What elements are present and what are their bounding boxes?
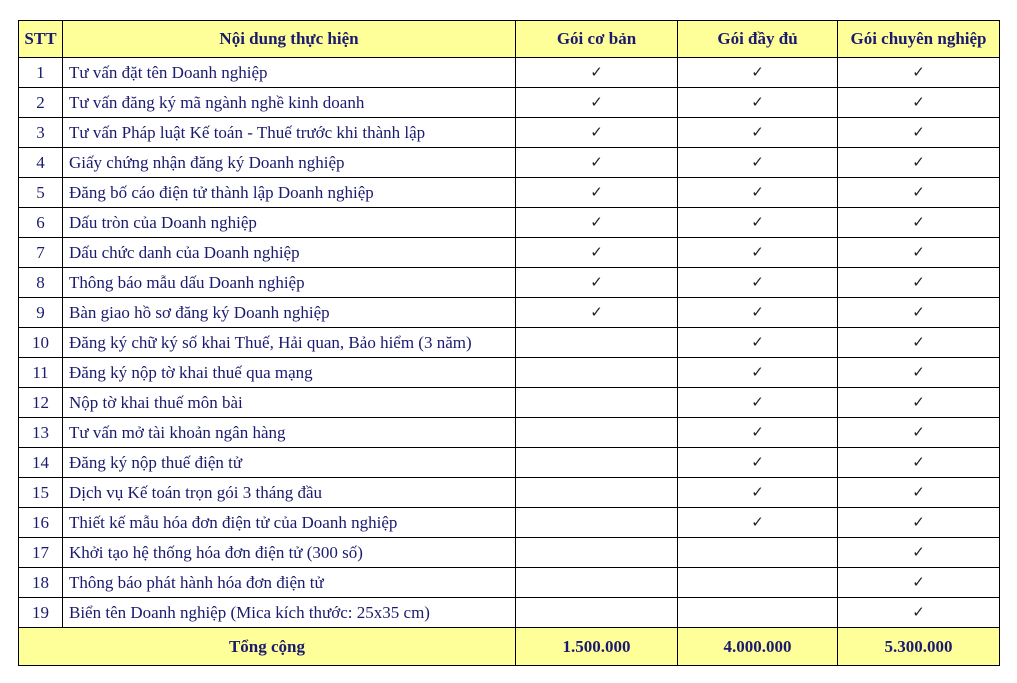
check-icon: ✓ (912, 303, 925, 321)
check-icon: ✓ (751, 483, 764, 501)
row-content: Khởi tạo hệ thống hóa đơn điện tử (300 số) (63, 538, 516, 568)
check-icon: ✓ (912, 363, 925, 381)
row-content: Biển tên Doanh nghiệp (Mica kích thước: 25x35 cm) (63, 598, 516, 628)
row-basic-cell (516, 58, 678, 88)
check-icon: ✓ (751, 273, 764, 291)
table-row (19, 568, 1000, 598)
total-row (19, 628, 1000, 666)
check-icon: ✓ (590, 303, 603, 321)
row-basic-cell (516, 448, 678, 478)
row-basic-cell (516, 328, 678, 358)
table-row (19, 598, 1000, 628)
row-pro-cell (838, 178, 1000, 208)
row-stt: 13 (19, 418, 63, 448)
row-basic-cell (516, 208, 678, 238)
table-row (19, 88, 1000, 118)
row-stt: 18 (19, 568, 63, 598)
check-icon: ✓ (912, 513, 925, 531)
row-content: Dấu tròn của Doanh nghiệp (63, 208, 516, 238)
check-icon: ✓ (751, 393, 764, 411)
row-basic-cell (516, 358, 678, 388)
row-full-cell (678, 568, 838, 598)
table-row (19, 58, 1000, 88)
check-icon: ✓ (912, 213, 925, 231)
table-row (19, 148, 1000, 178)
check-icon: ✓ (912, 483, 925, 501)
row-content: Dấu chức danh của Doanh nghiệp (63, 238, 516, 268)
check-icon: ✓ (751, 213, 764, 231)
row-content: Tư vấn mở tài khoản ngân hàng (63, 418, 516, 448)
row-content: Tư vấn Pháp luật Kế toán - Thuế trước khi thành lập (63, 118, 516, 148)
table-row (19, 418, 1000, 448)
check-icon: ✓ (751, 243, 764, 261)
row-pro-cell (838, 508, 1000, 538)
row-pro-cell (838, 598, 1000, 628)
check-icon: ✓ (590, 123, 603, 141)
row-full-cell (678, 448, 838, 478)
row-pro-cell (838, 448, 1000, 478)
row-full-cell (678, 88, 838, 118)
table-row (19, 328, 1000, 358)
table-row (19, 238, 1000, 268)
header-pro-package: Gói chuyên nghiệp (838, 21, 1000, 58)
row-basic-cell (516, 118, 678, 148)
check-icon: ✓ (912, 123, 925, 141)
table-row (19, 118, 1000, 148)
row-full-cell (678, 118, 838, 148)
row-full-cell (678, 268, 838, 298)
check-icon: ✓ (751, 63, 764, 81)
row-pro-cell (838, 58, 1000, 88)
row-content: Đăng ký nộp thuế điện tử (63, 448, 516, 478)
row-stt: 19 (19, 598, 63, 628)
row-pro-cell (838, 298, 1000, 328)
header-full-package: Gói đầy đủ (678, 21, 838, 58)
row-basic-cell (516, 238, 678, 268)
row-stt: 3 (19, 118, 63, 148)
check-icon: ✓ (912, 543, 925, 561)
row-stt: 14 (19, 448, 63, 478)
table-row (19, 298, 1000, 328)
check-icon: ✓ (912, 243, 925, 261)
row-pro-cell (838, 238, 1000, 268)
row-basic-cell (516, 418, 678, 448)
row-full-cell (678, 538, 838, 568)
check-icon: ✓ (590, 183, 603, 201)
row-full-cell (678, 478, 838, 508)
row-basic-cell (516, 178, 678, 208)
table-row (19, 538, 1000, 568)
check-icon: ✓ (912, 603, 925, 621)
row-pro-cell (838, 88, 1000, 118)
row-full-cell (678, 178, 838, 208)
table-row (19, 508, 1000, 538)
check-icon: ✓ (912, 333, 925, 351)
check-icon: ✓ (590, 153, 603, 171)
check-icon: ✓ (912, 453, 925, 471)
check-icon: ✓ (751, 93, 764, 111)
check-icon: ✓ (751, 333, 764, 351)
row-basic-cell (516, 88, 678, 118)
row-stt: 10 (19, 328, 63, 358)
row-full-cell (678, 298, 838, 328)
row-stt: 4 (19, 148, 63, 178)
row-stt: 1 (19, 58, 63, 88)
check-icon: ✓ (912, 153, 925, 171)
row-full-cell (678, 598, 838, 628)
row-basic-cell (516, 538, 678, 568)
table-row (19, 358, 1000, 388)
row-pro-cell (838, 328, 1000, 358)
total-pro: 5.300.000 (838, 628, 1000, 666)
check-icon: ✓ (751, 363, 764, 381)
check-icon: ✓ (590, 63, 603, 81)
check-icon: ✓ (912, 63, 925, 81)
row-pro-cell (838, 118, 1000, 148)
row-full-cell (678, 358, 838, 388)
row-stt: 6 (19, 208, 63, 238)
row-full-cell (678, 388, 838, 418)
table-row (19, 388, 1000, 418)
row-pro-cell (838, 538, 1000, 568)
row-full-cell (678, 418, 838, 448)
check-icon: ✓ (751, 183, 764, 201)
row-stt: 7 (19, 238, 63, 268)
row-basic-cell (516, 148, 678, 178)
row-stt: 12 (19, 388, 63, 418)
check-icon: ✓ (590, 93, 603, 111)
row-full-cell (678, 328, 838, 358)
row-full-cell (678, 208, 838, 238)
table-row (19, 268, 1000, 298)
row-content: Dịch vụ Kế toán trọn gói 3 tháng đầu (63, 478, 516, 508)
row-pro-cell (838, 418, 1000, 448)
row-content: Nộp tờ khai thuế môn bài (63, 388, 516, 418)
check-icon: ✓ (912, 273, 925, 291)
check-icon: ✓ (912, 183, 925, 201)
row-pro-cell (838, 388, 1000, 418)
header-stt: STT (19, 21, 63, 58)
row-content: Thiết kế mẫu hóa đơn điện tử của Doanh nghiệp (63, 508, 516, 538)
row-basic-cell (516, 598, 678, 628)
header-content: Nội dung thực hiện (63, 21, 516, 58)
row-full-cell (678, 58, 838, 88)
row-content: Đăng ký nộp tờ khai thuế qua mạng (63, 358, 516, 388)
row-content: Tư vấn đăng ký mã ngành nghề kinh doanh (63, 88, 516, 118)
row-content: Đăng ký chữ ký số khai Thuế, Hải quan, Bảo hiểm (3 năm) (63, 328, 516, 358)
check-icon: ✓ (912, 393, 925, 411)
row-stt: 2 (19, 88, 63, 118)
check-icon: ✓ (590, 213, 603, 231)
row-pro-cell (838, 148, 1000, 178)
row-stt: 16 (19, 508, 63, 538)
row-basic-cell (516, 388, 678, 418)
check-icon: ✓ (590, 273, 603, 291)
header-basic-package: Gói cơ bản (516, 21, 678, 58)
check-icon: ✓ (912, 423, 925, 441)
check-icon: ✓ (590, 243, 603, 261)
row-content: Giấy chứng nhận đăng ký Doanh nghiệp (63, 148, 516, 178)
table-row (19, 208, 1000, 238)
row-content: Đăng bố cáo điện tử thành lập Doanh nghiệp (63, 178, 516, 208)
check-icon: ✓ (751, 123, 764, 141)
row-basic-cell (516, 478, 678, 508)
total-full: 4.000.000 (678, 628, 838, 666)
row-full-cell (678, 508, 838, 538)
row-basic-cell (516, 268, 678, 298)
row-pro-cell (838, 478, 1000, 508)
check-icon: ✓ (751, 153, 764, 171)
table-body (19, 58, 1000, 628)
check-icon: ✓ (912, 93, 925, 111)
row-stt: 5 (19, 178, 63, 208)
check-icon: ✓ (751, 423, 764, 441)
row-stt: 11 (19, 358, 63, 388)
total-label: Tổng cộng (19, 628, 516, 666)
row-pro-cell (838, 568, 1000, 598)
check-icon: ✓ (751, 453, 764, 471)
check-icon: ✓ (912, 573, 925, 591)
total-basic: 1.500.000 (516, 628, 678, 666)
table-row (19, 178, 1000, 208)
row-content: Thông báo mẫu dấu Doanh nghiệp (63, 268, 516, 298)
row-content: Bàn giao hồ sơ đăng ký Doanh nghiệp (63, 298, 516, 328)
row-basic-cell (516, 508, 678, 538)
row-full-cell (678, 238, 838, 268)
row-stt: 8 (19, 268, 63, 298)
row-basic-cell (516, 568, 678, 598)
package-comparison-table (18, 20, 1000, 666)
row-stt: 17 (19, 538, 63, 568)
row-content: Thông báo phát hành hóa đơn điện tử (63, 568, 516, 598)
row-basic-cell (516, 298, 678, 328)
row-stt: 9 (19, 298, 63, 328)
header-row (19, 21, 1000, 58)
row-pro-cell (838, 358, 1000, 388)
table-row (19, 448, 1000, 478)
row-pro-cell (838, 208, 1000, 238)
row-content: Tư vấn đặt tên Doanh nghiệp (63, 58, 516, 88)
check-icon: ✓ (751, 513, 764, 531)
table-row (19, 478, 1000, 508)
check-icon: ✓ (751, 303, 764, 321)
row-pro-cell (838, 268, 1000, 298)
row-full-cell (678, 148, 838, 178)
row-stt: 15 (19, 478, 63, 508)
